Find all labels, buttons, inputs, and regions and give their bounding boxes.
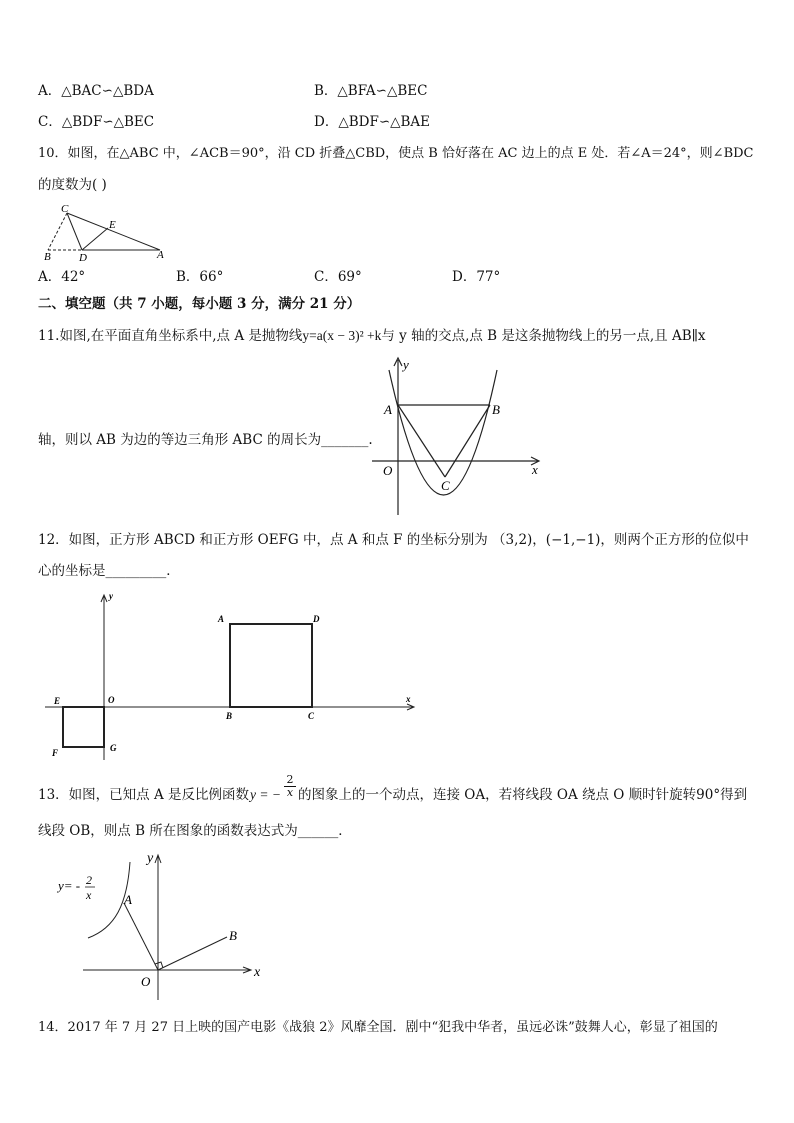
q13-curve-label: y= - bbox=[58, 878, 81, 893]
q10-option-c: C．69° bbox=[314, 269, 362, 285]
q10-option-b: B．66° bbox=[176, 269, 224, 285]
q13-label-b: B bbox=[229, 928, 237, 943]
q12-label-d: D bbox=[313, 614, 320, 624]
q11-text-pre: 11.如图,在平面直角坐标系中,点 A 是抛物线 bbox=[38, 328, 303, 344]
q12-label-e: E bbox=[54, 696, 61, 706]
q12-text-line1: 12．如图，正方形 ABCD 和正方形 OEFG 中，点 A 和点 F 的坐标分别为 （3,2)，(−1,−1)，则两个正方形的位似中 bbox=[38, 532, 749, 548]
q10-label-c: C bbox=[61, 203, 69, 215]
q13-curve-denominator: x bbox=[86, 888, 92, 902]
q13-text-line2: 线段 OB，则点 B 所在图象的函数表达式为______． bbox=[38, 823, 352, 839]
q13-label-o: O bbox=[141, 974, 151, 989]
q13-segment-ob bbox=[158, 937, 227, 970]
q10-label-a: A bbox=[157, 249, 164, 261]
q14-text-line1: 14．2017 年 7 月 27 日上映的国产电影《战狼 2》风靡全国．剧中“犯我中华者，虽远必诛”鼓舞人心，彰显了祖国的 bbox=[38, 1020, 718, 1035]
q13-label-x: x bbox=[254, 965, 261, 980]
q12-label-g: G bbox=[110, 743, 117, 753]
q12-label-b: B bbox=[226, 711, 233, 721]
q12-label-x: x bbox=[406, 694, 411, 704]
q13-segment-oa bbox=[124, 903, 158, 970]
q11-label-a: A bbox=[384, 402, 392, 417]
q13-label-a: A bbox=[124, 892, 132, 907]
q11-text-line2: 轴，则以 AB 为边的等边三角形 ABC 的周长为_______. bbox=[38, 432, 373, 448]
q9-option-c: C．△BDF∽△BEC bbox=[38, 114, 155, 130]
q12-label-y: y bbox=[109, 591, 113, 601]
q11-label-c: C bbox=[441, 478, 450, 493]
q9-option-a: A．△BAC∽△BDA bbox=[38, 83, 154, 99]
q12-label-o: O bbox=[108, 695, 115, 705]
q11-label-y: y bbox=[403, 357, 409, 372]
q11-label-b: B bbox=[492, 402, 500, 417]
q10-option-d: D．77° bbox=[452, 269, 501, 285]
q13-function-numerator: 2 bbox=[284, 774, 296, 787]
q13-text-pre: 13．如图，已知点 A 是反比例函数 bbox=[38, 787, 250, 803]
q13-function-denominator: x bbox=[286, 786, 294, 799]
q13-curve-numerator: 2 bbox=[86, 873, 92, 887]
q13-text-post: 的图象上的一个动点，连接 OA，若将线段 OA 绕点 O 顺时针旋转90°得到 bbox=[298, 787, 748, 803]
q11-label-o: O bbox=[383, 463, 393, 478]
q12-label-a: A bbox=[218, 614, 225, 624]
q11-label-x: x bbox=[532, 462, 538, 477]
q13-label-y: y bbox=[147, 851, 154, 866]
q12-label-f: F bbox=[52, 748, 59, 758]
q10-text-line2: 的度数为( ) bbox=[38, 177, 107, 193]
q11-formula: y=a(x − 3)² +k bbox=[302, 328, 382, 343]
q10-label-b: B bbox=[44, 251, 51, 263]
q10-option-a: A．42° bbox=[38, 269, 86, 285]
q9-option-b: B．△BFA∽△BEC bbox=[314, 83, 428, 99]
q10-text-line1: 10．如图，在△ABC 中，∠ACB＝90°，沿 CD 折叠△CBD，使点 B 恰好落在 AC 边上的点 E 处．若∠A＝24°，则∠BDC bbox=[38, 146, 754, 161]
q9-option-d: D．△BDF∽△BAE bbox=[314, 114, 431, 130]
q11-text-post: 与 y 轴的交点,点 B 是这条抛物线上的另一点,且 AB∥x bbox=[381, 328, 706, 344]
section-heading-fill-in: 二、填空题（共 7 小题，每小题 3 分，满分 21 分） bbox=[38, 296, 361, 312]
q12-text-line2: 心的坐标是_________． bbox=[38, 563, 180, 579]
q12-label-c: C bbox=[308, 711, 315, 721]
q13-function-lhs: y = − bbox=[250, 787, 281, 802]
q10-label-e: E bbox=[109, 219, 116, 231]
q10-label-d: D bbox=[79, 252, 87, 264]
